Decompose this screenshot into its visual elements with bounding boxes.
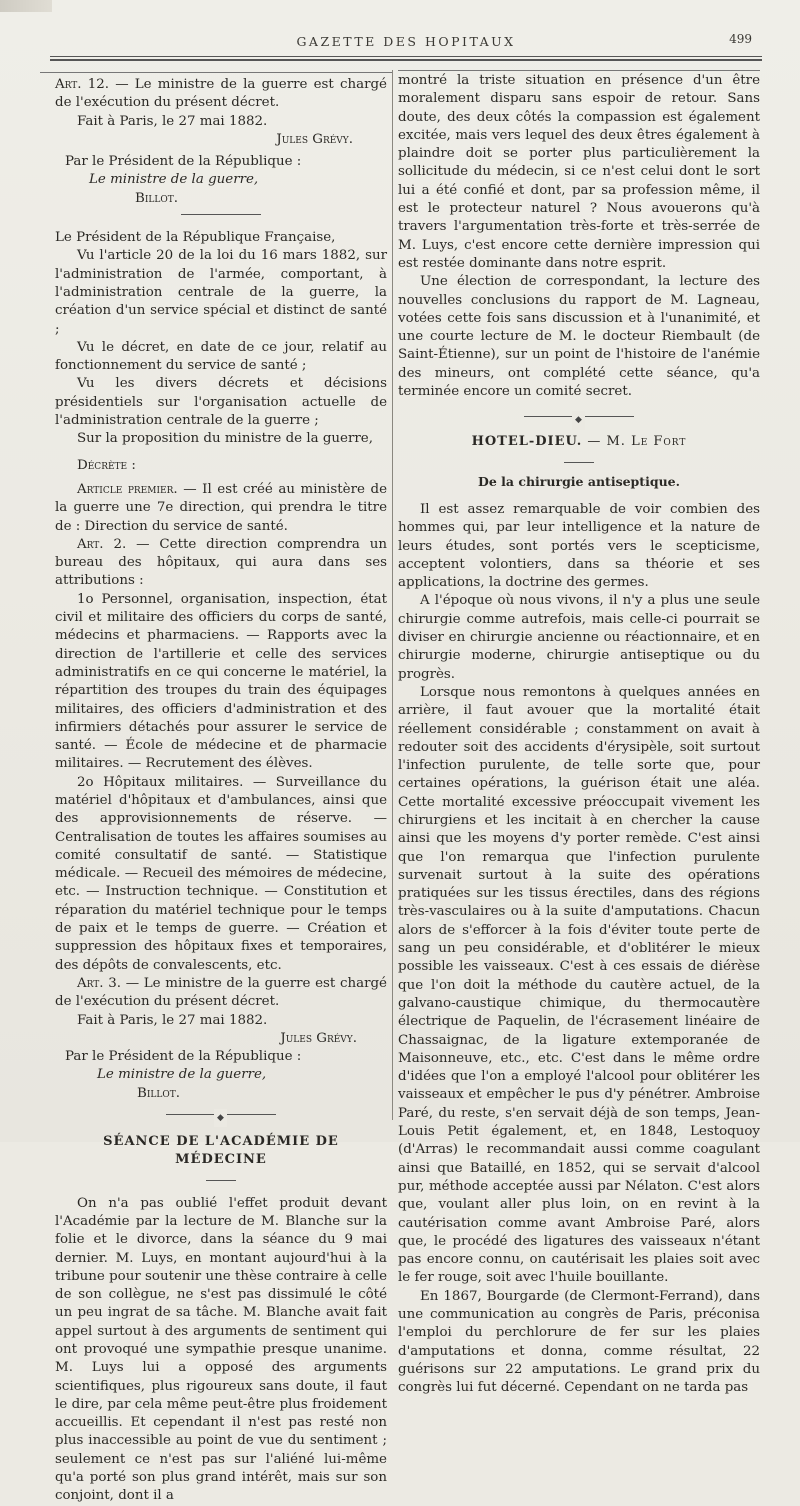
title-underline bbox=[206, 1180, 236, 1181]
page-header bbox=[50, 28, 762, 68]
running-title: GAZETTE DES HOPITAUX bbox=[296, 34, 516, 49]
decree1-article12 bbox=[55, 76, 387, 113]
decree1-date: Fait à Paris, le 27 mai 1882. bbox=[77, 113, 268, 129]
decree2-article1 bbox=[55, 481, 387, 536]
surgery-paragraph-4: En 1867, Bourgarde (de Clermont-Ferrand), dans une communication au congrès de Paris, préconisa l'emploi du perchlorure de fer sur les plaies d'amputations et donna, comme résultat, 22 guérisons sur 22 amputations. Le grand prix du congrès lui fut décerné. Cependant on ne tarda pas bbox=[398, 1288, 760, 1396]
academy-section-title: SÉANCE DE L'ACADÉMIE DE MÉDECINE bbox=[103, 1134, 339, 1168]
decree2-considering-3: Vu les divers décrets et décisions présidentiels sur l'organisation actuelle de l'administration centrale de la guerre ; bbox=[55, 376, 387, 429]
article-text: — Il est créé au ministère de la guerre une 7e direction, qui prendra le titre de : Direction du service de santé. bbox=[55, 481, 387, 534]
hotel-dieu-title-author: — M. Le Fort bbox=[582, 434, 687, 450]
decree2-considering-1: Vu l'article 20 de la loi du 16 mars 1882, sur l'administration de l'armée, comportant, à l'administration centrale de la guerre, la création d'un service spécial et distinct de santé ; bbox=[55, 248, 387, 337]
decree2-minister-name: Billot. bbox=[137, 1085, 180, 1101]
academy-paragraph: On n'a pas oublié l'effet produit devant l'Académie par la lecture de M. Blanche sur la folie et le divorce, dans la séance du 9 mai dernier. M. Luys, en montant aujourd'hui à la tribune pour soutenir une thèse contraire à celle de son collègue, ne s'est pas dissimulé le côté un peu ingrat de sa tâche. M. Blanche avait fait appel surtout à des arguments de sentiment qui ont provoqué une sympathie presque unanime. M. Luys lui a opposé des arguments scientifiques, plus rigoureux sans doute, il faut le dire, par cela même peut-être plus froidement accueillis. Et cependant il n'est pas resté non plus inaccessible au point de vue du sentiment ; seulement ce n'est pas sur l'aliéné lui-même qu'a porté son plus grand intérêt, mais sur son conjoint, dont il a bbox=[55, 1195, 387, 1504]
decree2-minister-title: Le ministre de la guerre, bbox=[97, 1067, 267, 1083]
article-text: — Cette direction comprendra un bureau des hôpitaux, qui aura dans ses attributions : bbox=[55, 536, 387, 589]
ornament-divider: ◆ bbox=[524, 411, 634, 421]
decree1-by-president: Par le Président de la République : bbox=[65, 154, 302, 170]
decree2-item-1: 1o Personnel, organisation, inspection, état civil et militaire des officiers du corps de santé, médecins et pharmaciens. — Rapports avec la direction de l'artillerie et celle des services administratifs en ce qui concerne le matériel, la répartition des troupes du train des équipages militaires, des officiers d'administration et des infirmiers détachés pour assurer le service de santé. — École de médecine et de pharmacie militaires. — Recrutement des élèves. bbox=[55, 591, 387, 772]
article-label: Article premier. bbox=[77, 481, 178, 497]
decree2-preamble: Le Président de la République Française, bbox=[55, 230, 336, 246]
decree2-by-president: Par le Président de la République : bbox=[65, 1049, 302, 1065]
surgery-paragraph-2: A l'époque où nous vivons, il n'y a plus une seule chirurgie comme autrefois, mais celle-ci pourrait se diviser en chirurgie ancienne ou réactionnaire, et en chirurgie moderne, chirurgie antiseptique ou du progrès. bbox=[398, 593, 760, 682]
article-subtitle: De la chirurgie antiseptique. bbox=[478, 473, 680, 489]
article-text: — Le ministre de la guerre est chargé de l'exécution du présent décret. bbox=[55, 975, 387, 1010]
decree2-article3 bbox=[55, 975, 387, 1012]
surgery-paragraph-3: Lorsque nous remontons à quelques années en arrière, il faut avouer que la mortalité était réellement considérable ; constamment on avait à redouter soit des accidents d'érysipèle, soit surtout l'infection purulente, de telle sorte que, pour certaines opérations, la guérison était une aléa. Cette mortalité excessive préoccupait vivement les chirurgiens et les incitait à en chercher la cause ainsi que les moyens d'y porter remède. C'est ainsi que l'on remarqua que l'infection purulente survenait surtout à la suite des opérations pratiquées sur les tissus érectiles, dans des régions très-vasculaires ou à la suite d'amputations. Chacun alors de s'efforcer à la fois d'éviter toute perte de sang un peu considérable, et d'oblitérer le mieux possible les vaisseaux. C'est à ces essais de diérèse que l'on doit la méthode du cautère actuel, de la galvano-caustique chimique, du thermocautère électrique de Paquelin, de l'écrasement linéaire de Chassaignac, de la ligature extemporanée de Maisonneuve, etc., etc. C'est dans le même ordre d'idées que l'on a employé l'alcool pour oblitérer les vaisseaux et empêcher le pus d'y pénétrer. Ambroise Paré, du reste, s'en servait déjà de son temps, Jean-Louis Petit également, et, en 1848, Lestoquoy (d'Arras) le recommandait aussi comme coagulant ainsi que Bataillé, en 1852, qui se servait d'alcool pur, méthode acceptée aussi par Nélaton. C'est alors que, voulant aller plus loin, on en revint à la cautérisation comme avant Ambroise Paré, alors que, le procédé des ligatures des vaisseaux n'étant pas encore connu, on cautérisait les plaies soit avec le fer rouge, soit avec l'huile bouillante. bbox=[398, 684, 760, 1286]
article-label: Art. 2. bbox=[77, 536, 127, 552]
decree2-decrete: Décrète : bbox=[77, 457, 136, 473]
ornament-divider: ◆ bbox=[166, 1109, 276, 1119]
title-underline bbox=[564, 462, 594, 463]
academy-closing: Une élection de correspondant, la lecture des nouvelles conclusions du rapport de M. Lagneau, votées cette fois sans discussion et à l'unanimité, et une courte lecture de M. le docteur Riembault (de Saint-Étienne), sur un point de l'histoire de l'anémie des mineurs, ont complété cette séance, qu'a terminée encore un comité secret. bbox=[398, 274, 760, 400]
page-number: 499 bbox=[729, 32, 752, 46]
decree1-minister-name: Billot. bbox=[135, 190, 178, 206]
article-text: — Le ministre de la guerre est chargé de l'exécution du présent décret. bbox=[55, 77, 387, 111]
hotel-dieu-title bbox=[398, 433, 760, 451]
separator-rule bbox=[181, 214, 261, 215]
left-column bbox=[55, 68, 387, 1506]
decree2-proposal: Sur la proposition du ministre de la guerre, bbox=[77, 431, 373, 447]
article-label: Art. 12. bbox=[55, 77, 110, 92]
decree2-item-2: 2o Hôpitaux militaires. — Surveillance du matériel d'hôpitaux et d'ambulances, ainsi que des approvisionnements de réserve. — Centralisation de toutes les affaires soumises au comité consultatif de santé. — Statistique médicale. — Recueil des mémoires de médecine, etc. — Instruction technique. — Constitution et réparation du matériel technique pour le temps de paix et le temps de guerre. — Création et suppression des hôpitaux fixes et temporaires, des dépôts de convalescents, etc. bbox=[55, 774, 387, 973]
decree2-considering-2: Vu le décret, en date de ce jour, relatif au fonctionnement du service de santé ; bbox=[55, 339, 387, 374]
header-rule bbox=[50, 56, 762, 61]
column-divider bbox=[392, 70, 393, 1120]
hotel-dieu-title-main: HOTEL-DIEU. bbox=[471, 434, 583, 450]
decree1-signer: Jules Grévy. bbox=[276, 131, 353, 147]
right-column bbox=[398, 68, 760, 1397]
surgery-paragraph-1: Il est assez remarquable de voir combien des hommes qui, par leur intelligence et la nature de leurs études, sont portés vers le scepticisme, acceptent volontiers, dans sa théorie et ses applications, la doctrine des germes. bbox=[398, 501, 760, 591]
decree1-minister-title: Le ministre de la guerre, bbox=[89, 172, 259, 188]
article-label: Art. 3. bbox=[77, 975, 122, 991]
decree2-article2 bbox=[55, 536, 387, 591]
decree2-signer: Jules Grévy. bbox=[280, 1030, 357, 1046]
decree2-date: Fait à Paris, le 27 mai 1882. bbox=[77, 1012, 268, 1028]
academy-continuation: montré la triste situation en présence d'un être moralement disparu sans espoir de retour. Sans doute, des deux côtés la compassion est également excitée, mais vers lequel des deux êtres également à plaindre doit se porter plus particulièrement la sollicitude du médecin, si ce n'est celui dont le sort lui a été confié et dont, par sa profession même, il est le protecteur naturel ? Nous avouerons qu'à travers l'argumentation très-forte et très-serrée de M. Luys, c'est encore cette dernière impression qui est restée dominante dans notre esprit. bbox=[398, 73, 760, 271]
torn-corner bbox=[0, 0, 52, 12]
